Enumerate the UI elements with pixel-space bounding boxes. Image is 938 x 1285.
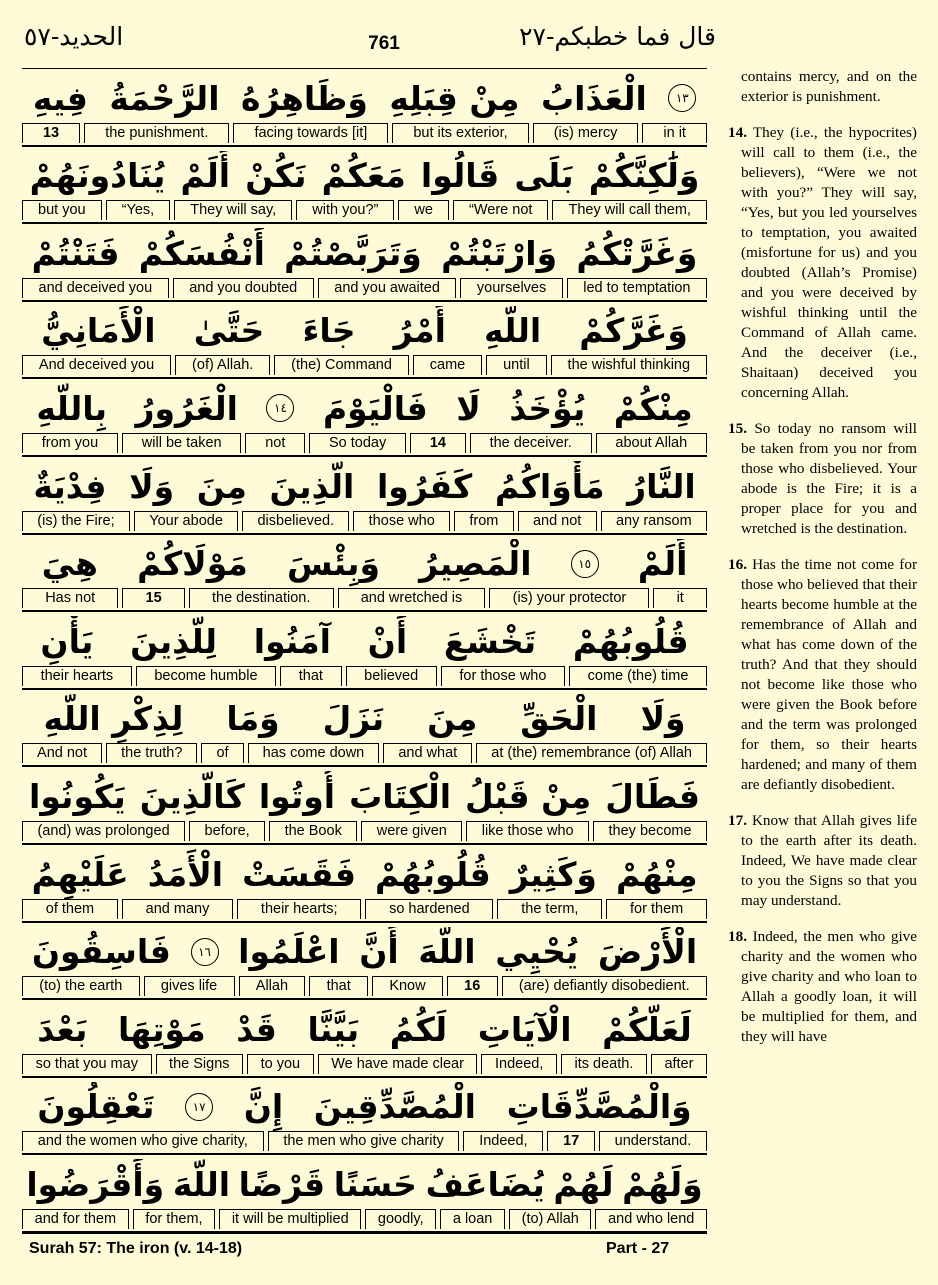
verse-number: 15. <box>728 420 747 437</box>
word-translation-cell: They will say, <box>174 200 292 220</box>
word-translation-cell: They will call them, <box>552 200 707 220</box>
word-translation-cell: yourselves <box>460 278 562 298</box>
word-translation-cell: and for them <box>22 1209 129 1229</box>
word-translation-cell: and you doubted <box>173 278 314 298</box>
arabic-line <box>22 616 707 666</box>
word-translation-cell: gives life <box>144 976 235 996</box>
arabic-word: لَا <box>456 388 481 428</box>
arabic-word: قَدْ <box>236 1009 277 1049</box>
verse-translation-text: They (i.e., the hypocrites) will call to them (i.e., the believers), “Were we not with you?” They will say, “Yes, but you led yourselves to temptation, you awaited (misfortune for us) and you doubted (Allah’s Promise) and you were deceived by wishful thinking until the Command of Allah came. And the deceiver (i.e., Shaitaan) deceived you concerning Allah. <box>741 124 917 401</box>
arabic-word: بَيَّنَّا <box>307 1009 360 1049</box>
word-translation-cell: until <box>486 355 546 375</box>
verse-number: 17. <box>728 812 747 829</box>
word-translation-cell: of <box>201 743 243 763</box>
arabic-word: حَتَّىٰ <box>193 311 265 351</box>
word-translation-cell: that <box>280 666 341 686</box>
word-translation-cell: of them <box>22 899 118 919</box>
verse-translation-text: Indeed, the men who give charity and the women who give charity and who loan to Allah a goodly loan, it will be multiplied for them, and they will have <box>741 928 917 1045</box>
verse-number-cell: 17 <box>547 1131 595 1151</box>
word-translation-cell: facing towards [it] <box>233 123 388 143</box>
arabic-word: جَاءَ <box>302 311 356 351</box>
surah-header: الحديد-٥٧ <box>24 22 124 51</box>
verse-translation-paragraph <box>728 123 917 403</box>
verse-number-cell: 16 <box>447 976 498 996</box>
arabic-word: أَنَّ <box>359 932 399 972</box>
arabic-word: هِيَ <box>41 544 98 584</box>
arabic-word: بَعْدَ <box>37 1009 88 1049</box>
word-translation-cell: Your abode <box>134 511 238 531</box>
word-translation-cell: for them, <box>133 1209 215 1229</box>
word-translation-cell: “Yes, <box>106 200 171 220</box>
verse-number-marker: ١٦ <box>191 938 219 966</box>
verse-number-cell: 13 <box>22 123 80 143</box>
arabic-word: لَهُمْ <box>553 1164 614 1204</box>
arabic-word: وَلَا <box>129 466 175 506</box>
verse-number-marker: ١٣ <box>668 84 696 112</box>
word-translation-cell: we <box>398 200 449 220</box>
arabic-word: قَالُوا <box>420 156 500 196</box>
arabic-word: أَنْفُسَكُمْ <box>138 233 265 273</box>
arabic-word: اللَّهِ <box>484 311 542 351</box>
arabic-word: وَغَرَّكُمْ <box>579 311 688 351</box>
arabic-word: تَخْشَعَ <box>443 621 537 661</box>
arabic-word: الْمَصِيرُ <box>419 544 532 584</box>
verse-row <box>22 379 707 457</box>
arabic-word: لَكُمُ <box>389 1009 448 1049</box>
word-translation-cell: the destination. <box>189 588 334 608</box>
word-translation-cell: not <box>245 433 305 453</box>
arabic-word: وَبِئْسَ <box>286 544 381 584</box>
verse-number: 14. <box>728 124 747 141</box>
word-translation-cell: so hardened <box>365 899 493 919</box>
word-translation-cell: and many <box>122 899 233 919</box>
arabic-word: الْحَقِّ <box>520 699 598 739</box>
translation-line <box>22 200 707 220</box>
arabic-word: لِذِكْرِ اللَّهِ <box>43 699 184 739</box>
word-translation-cell: (is) your protector <box>489 588 649 608</box>
arabic-word: وَظَاهِرُهُ <box>240 78 368 118</box>
arabic-word: الْكِتَابَ <box>349 776 452 816</box>
word-translation-cell: for them <box>606 899 707 919</box>
verse-row <box>22 923 707 1001</box>
word-translation-cell: We have made clear <box>318 1054 478 1074</box>
arabic-word: قُلُوبُهُمْ <box>374 854 491 894</box>
word-translation-cell: and wretched is <box>338 588 486 608</box>
arabic-word: أُوتُوا <box>258 776 336 816</box>
arabic-line <box>22 1082 707 1132</box>
arabic-word: فِيهِ <box>32 78 88 118</box>
word-translation-cell: And deceived you <box>22 355 171 375</box>
word-translation-cell: And not <box>22 743 102 763</box>
translation-line <box>22 278 707 298</box>
verse-number: 18. <box>728 928 747 945</box>
word-translation-cell: their hearts <box>22 666 132 686</box>
word-translation-cell: (to) the earth <box>22 976 140 996</box>
translation-line <box>22 1054 707 1074</box>
arabic-word: بِاللَّهِ <box>36 388 108 428</box>
word-by-word-grid <box>22 68 707 1234</box>
arabic-word: اللَّهَ <box>172 1164 231 1204</box>
word-translation-cell: goodly, <box>365 1209 436 1229</box>
word-translation-cell: and you awaited <box>318 278 457 298</box>
arabic-word: مَوْتِهَا <box>117 1009 206 1049</box>
arabic-word: مِنْ قِبَلِهِ <box>389 78 520 118</box>
arabic-word: الْآيَاتِ <box>477 1009 572 1049</box>
arabic-word: وَلَٰكِنَّكُمْ <box>588 156 700 196</box>
verse-row <box>22 69 707 147</box>
word-translation-cell: and deceived you <box>22 278 169 298</box>
verse-translation-paragraph <box>741 67 917 107</box>
word-translation-cell: it <box>653 588 707 608</box>
arabic-word: الْأَمَانِيُّ <box>41 311 156 351</box>
juz-header: قال فما خطبكم-٢٧ <box>519 22 716 51</box>
arabic-line <box>22 383 707 433</box>
word-translation-cell: disbelieved. <box>242 511 349 531</box>
translation-line <box>22 123 707 143</box>
translation-line <box>22 588 707 608</box>
arabic-word: الْأَرْضَ <box>597 932 698 972</box>
arabic-line <box>22 694 707 744</box>
word-translation-cell: come (the) time <box>569 666 707 686</box>
arabic-word: تَعْقِلُونَ <box>37 1087 155 1127</box>
arabic-line <box>22 306 707 356</box>
word-translation-cell: the Signs <box>156 1054 244 1074</box>
word-translation-cell: but you <box>22 200 102 220</box>
arabic-word: أَمْرُ <box>393 311 446 351</box>
arabic-word: اعْلَمُوا <box>238 932 340 972</box>
arabic-word: وَارْتَبْتُمْ <box>441 233 558 273</box>
arabic-line <box>22 228 707 278</box>
word-translation-cell: before, <box>189 821 265 841</box>
arabic-word: مِنَ <box>427 699 478 739</box>
arabic-word: يَكُونُوا <box>29 776 126 816</box>
word-translation-cell: Allah <box>239 976 306 996</box>
verse-row <box>22 767 707 845</box>
translation-line <box>22 899 707 919</box>
arabic-word: مَأْوَاكُمُ <box>494 466 605 506</box>
arabic-word: عَلَيْهِمُ <box>31 854 129 894</box>
word-translation-cell: Know <box>372 976 443 996</box>
verse-row <box>22 457 707 535</box>
translation-line <box>22 511 707 531</box>
word-translation-cell: and what <box>383 743 472 763</box>
word-translation-cell: like those who <box>466 821 589 841</box>
verse-number-marker: ١٥ <box>571 550 599 578</box>
verse-row <box>22 845 707 923</box>
word-translation-cell: it will be multiplied <box>219 1209 361 1229</box>
arabic-word: فِدْيَةٌ <box>33 466 107 506</box>
word-translation-cell: Has not <box>22 588 118 608</box>
translation-line <box>22 355 707 375</box>
page-number: 761 <box>368 33 400 54</box>
word-translation-cell: (is) the Fire; <box>22 511 130 531</box>
word-translation-cell: its death. <box>561 1054 647 1074</box>
arabic-word: مِنْكُمْ <box>613 388 693 428</box>
word-translation-cell: they become <box>593 821 707 841</box>
arabic-word: أَنْ <box>367 621 408 661</box>
arabic-line <box>22 849 707 899</box>
arabic-word: وَلَهُمْ <box>622 1164 703 1204</box>
word-translation-cell: about Allah <box>596 433 707 453</box>
word-translation-cell: from you <box>22 433 118 453</box>
arabic-word: فَاسِقُونَ <box>31 932 171 972</box>
word-translation-cell: a loan <box>440 1209 505 1229</box>
word-translation-cell: believed <box>346 666 437 686</box>
word-translation-cell: the truth? <box>106 743 197 763</box>
verse-translation-text: So today no ransom will be taken from you nor from those who disbelieved. Your abode is the Fire; it is a proper place for you and wretched is the destination. <box>741 420 917 537</box>
word-translation-cell: and the women who give charity, <box>22 1131 264 1151</box>
arabic-line <box>22 1159 707 1209</box>
word-translation-cell: understand. <box>599 1131 707 1151</box>
verse-number: 16. <box>728 556 747 573</box>
word-translation-cell: any ransom <box>601 511 707 531</box>
word-translation-cell: so that you may <box>22 1054 151 1074</box>
verse-row <box>22 612 707 690</box>
word-translation-cell: (the) Command <box>274 355 409 375</box>
word-translation-cell: will be taken <box>122 433 241 453</box>
word-translation-cell: has come down <box>248 743 380 763</box>
arabic-line <box>22 1004 707 1054</box>
word-translation-cell: for those who <box>441 666 565 686</box>
word-translation-cell: from <box>454 511 514 531</box>
verse-translation-paragraph <box>728 555 917 795</box>
word-translation-cell: the term, <box>497 899 602 919</box>
verse-translation-paragraph <box>728 927 917 1047</box>
word-translation-cell: were given <box>361 821 462 841</box>
arabic-word: وَأَقْرَضُوا <box>26 1164 165 1204</box>
verse-number-marker: ١٧ <box>185 1093 213 1121</box>
word-translation-cell: at (the) remembrance (of) Allah <box>476 743 707 763</box>
verse-number-cell: 14 <box>410 433 466 453</box>
arabic-word: وَكَثِيرٌ <box>509 854 597 894</box>
verse-translation-text: contains mercy, and on the exterior is punishment. <box>741 68 917 105</box>
arabic-word: وَتَرَبَّصْتُمْ <box>284 233 422 273</box>
arabic-word: يُحْيِي <box>495 932 579 972</box>
translation-line <box>22 1131 707 1151</box>
word-translation-cell: the deceiver. <box>470 433 592 453</box>
word-translation-cell: their hearts; <box>237 899 361 919</box>
arabic-word: الْأَمَدُ <box>147 854 224 894</box>
translation-line <box>22 1209 707 1229</box>
translation-line <box>22 821 707 841</box>
verse-number-cell: 15 <box>122 588 184 608</box>
arabic-word: الْعَذَابُ <box>540 78 647 118</box>
word-translation-cell: and not <box>518 511 597 531</box>
verse-row <box>22 1078 707 1156</box>
word-translation-cell: (are) defiantly disobedient. <box>502 976 707 996</box>
arabic-word: فَتَنْتُمْ <box>31 233 120 273</box>
word-translation-cell: led to temptation <box>567 278 707 298</box>
word-translation-cell: (is) mercy <box>533 123 639 143</box>
arabic-word: أَلَمْ <box>637 544 688 584</box>
word-translation-cell: Indeed, <box>463 1131 543 1151</box>
word-translation-cell: and who lend <box>595 1209 707 1229</box>
translation-column <box>728 67 917 1063</box>
arabic-word: الْمُصَّدِّقِينَ <box>313 1087 476 1127</box>
verse-translation-paragraph <box>728 811 917 911</box>
arabic-word: لَعَلَّكُمْ <box>602 1009 692 1049</box>
arabic-word: وَمَا <box>226 699 280 739</box>
word-translation-cell: came <box>413 355 482 375</box>
arabic-word: مِنْ قَبْلُ <box>465 776 592 816</box>
word-translation-cell: the men who give charity <box>268 1131 460 1151</box>
arabic-word: وَالْمُصَّدِّقَاتِ <box>506 1087 692 1127</box>
word-translation-cell: after <box>651 1054 707 1074</box>
word-translation-cell: those who <box>353 511 450 531</box>
arabic-word: قُلُوبُهُمْ <box>572 621 689 661</box>
word-translation-cell: “Were not <box>453 200 548 220</box>
verse-row <box>22 147 707 225</box>
verse-translation-text: Know that Allah gives life to the earth after its death. Indeed, We have made clear to you the Signs so that you may understand. <box>741 812 917 909</box>
arabic-word: يُؤْخَذُ <box>509 388 586 428</box>
word-translation-cell: with you?” <box>296 200 394 220</box>
verse-row <box>22 224 707 302</box>
verse-number-marker: ١٤ <box>266 394 294 422</box>
arabic-word: إِنَّ <box>243 1087 284 1127</box>
verse-row <box>22 535 707 613</box>
arabic-line <box>22 771 707 821</box>
word-translation-cell: (of) Allah. <box>175 355 270 375</box>
word-translation-cell: the Book <box>269 821 357 841</box>
translation-line <box>22 666 707 686</box>
footer-surah-title: Surah 57: The iron (v. 14-18) <box>29 1240 243 1257</box>
word-translation-cell: to you <box>247 1054 314 1074</box>
word-translation-cell: but its exterior, <box>392 123 528 143</box>
arabic-word: يُضَاعَفُ <box>425 1164 545 1204</box>
arabic-word: مِنْهُمْ <box>615 854 698 894</box>
arabic-line <box>22 539 707 589</box>
verse-translation-paragraph <box>728 419 917 539</box>
arabic-word: فَالْيَوْمَ <box>322 388 428 428</box>
arabic-word: مَعَكُمْ <box>321 156 406 196</box>
arabic-word: كَفَرُوا <box>376 466 473 506</box>
word-translation-cell: in it <box>642 123 707 143</box>
arabic-word: أَلَمْ <box>180 156 231 196</box>
arabic-word: النَّارُ <box>627 466 696 506</box>
verse-row <box>22 1155 707 1233</box>
arabic-line <box>22 73 707 123</box>
arabic-word: مَوْلَاكُمْ <box>137 544 248 584</box>
arabic-word: مِنَ <box>196 466 247 506</box>
arabic-word: وَغَرَّتْكُمُ <box>576 233 698 273</box>
arabic-word: الرَّحْمَةُ <box>109 78 220 118</box>
arabic-word: يُنَادُونَهُمْ <box>29 156 166 196</box>
arabic-word: آمَنُوا <box>253 621 331 661</box>
arabic-word: حَسَنًا <box>333 1164 417 1204</box>
verse-translation-text: Has the time not come for those who believed that their hearts become humble at the remembrance of Allah and what has come down of the truth? And that they should not become like those who were given the Book before and the term was prolonged for them, so their hearts hardened; and many of them are defiantly disobedient. <box>741 556 917 793</box>
word-translation-cell: become humble <box>136 666 276 686</box>
arabic-word: لِلَّذِينَ <box>130 621 218 661</box>
arabic-word: يَأْنِ <box>40 621 94 661</box>
arabic-word: فَقَسَتْ <box>242 854 356 894</box>
arabic-word: الْغَرُورُ <box>135 388 238 428</box>
arabic-word: بَلَى <box>514 156 574 196</box>
translation-line <box>22 743 707 763</box>
word-translation-cell: that <box>309 976 368 996</box>
arabic-word: الَّذِينَ <box>269 466 355 506</box>
arabic-line <box>22 151 707 201</box>
verse-row <box>22 1000 707 1078</box>
footer-part: Part - 27 <box>606 1240 670 1257</box>
translation-line <box>22 433 707 453</box>
verse-row <box>22 302 707 380</box>
word-translation-cell: Indeed, <box>481 1054 556 1074</box>
word-translation-cell: (to) Allah <box>509 1209 591 1229</box>
arabic-line <box>22 461 707 511</box>
word-translation-cell: the punishment. <box>84 123 229 143</box>
arabic-word: قَرْضًا <box>238 1164 326 1204</box>
word-translation-cell: So today <box>309 433 406 453</box>
arabic-word: كَالَّذِينَ <box>139 776 245 816</box>
arabic-word: اللَّهَ <box>418 932 476 972</box>
arabic-line <box>22 927 707 977</box>
word-translation-cell: (and) was prolonged <box>22 821 185 841</box>
arabic-word: وَلَا <box>640 699 686 739</box>
translation-line <box>22 976 707 996</box>
arabic-word: نَزَلَ <box>322 699 385 739</box>
verse-row <box>22 690 707 768</box>
arabic-word: نَكُنْ <box>245 156 307 196</box>
arabic-word: فَطَالَ <box>605 776 700 816</box>
word-translation-cell: the wishful thinking <box>551 355 707 375</box>
